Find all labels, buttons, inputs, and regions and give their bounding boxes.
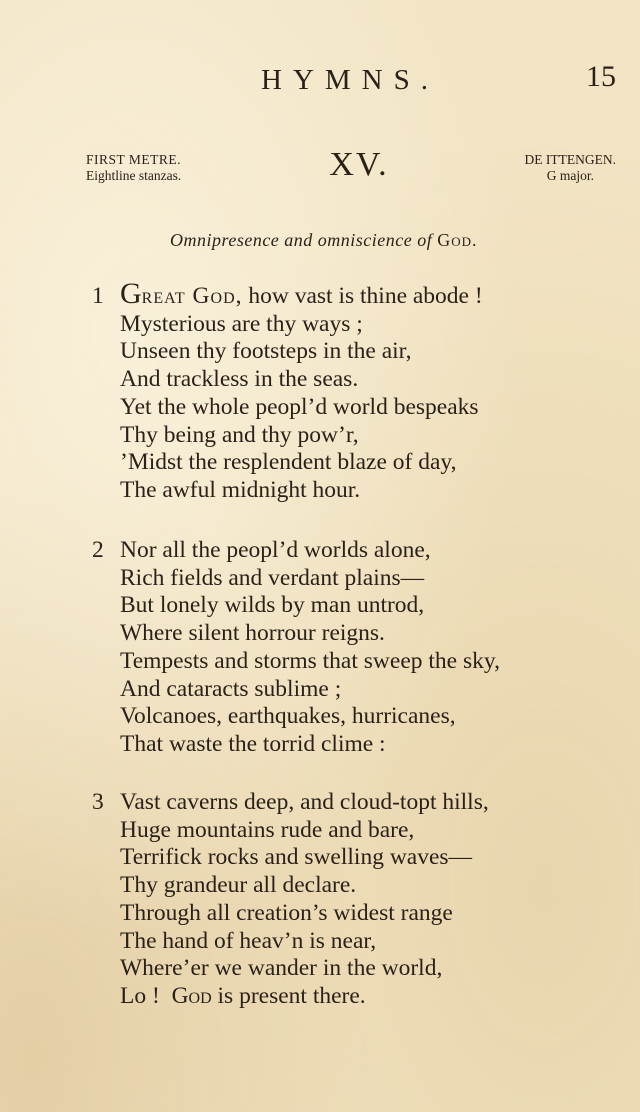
hymn-header [0,148,640,192]
verse-line: Thy grandeur all declare. [120,872,357,899]
stanza-form-label: Eightline stanzas. [86,168,182,183]
tune-key: G major. [546,168,594,183]
opening-small-caps: reat God, [141,283,243,309]
verse-line: And trackless in the seas. [120,366,359,393]
stanza-lines [120,789,489,1011]
verse-line: Nor all the peopl’d worlds alone, [120,537,431,563]
verse-line: The hand of heav’n is near, [120,927,377,954]
verse-line: Through all creation’s widest range [120,899,453,926]
hymn-subject [170,230,478,251]
verse-line: Where’er we wander in the world, [120,955,443,982]
verse-line: Mysterious are thy ways ; [120,310,363,337]
stanza-lines [120,537,500,759]
running-head [0,60,640,104]
verse-line: Thy being and thy pow’r, [120,421,359,448]
metre-label: FIRST METRE. [86,152,182,167]
verse-line: The awful midnight hour. [120,476,361,503]
stanza-first-line [120,277,483,311]
verse-line: But lonely wilds by man untrod, [120,592,425,619]
tune-name: DE ITTENGEN. [524,152,616,167]
verse-line: Terrifick rocks and swelling waves— [120,844,473,871]
drop-initial: G [120,277,142,310]
subject-word: God. [437,230,478,250]
verse-line: That waste the torrid clime : [120,730,386,757]
running-title: HYMNS. [261,64,439,96]
last-line-start: Lo ! [120,982,172,1009]
subject-text: Omnipresence and omniscience of [170,230,433,250]
verse-line: And cataracts sublime ; [120,675,342,702]
verse-line: Vast caverns deep, and cloud-topt hills, [120,789,489,815]
verse-line: Volcanoes, earthquakes, hurricanes, [120,703,456,730]
last-line-end: is present there. [211,982,366,1009]
stanza-number: 1 [92,283,104,309]
page-number: 15 [586,60,616,93]
stanza-number: 2 [92,537,104,563]
verse-line: Unseen thy footsteps in the air, [120,338,412,365]
verse-line: Rich fields and verdant plains— [120,564,425,591]
first-line-rest: how vast is thine abode ! [242,283,483,309]
verse-last-line [120,983,489,1011]
tune-info [525,152,616,184]
verse-line: Tempests and storms that sweep the sky, [120,647,500,674]
stanza-number: 3 [92,789,104,815]
hymn-number: XV. [329,146,389,183]
stanza-lines [120,277,483,505]
verse-line: Yet the whole peopl’d world bespeaks [120,393,479,420]
verse-line: Huge mountains rude and bare, [120,816,415,843]
verse-line: Where silent horrour reigns. [120,620,385,647]
verse-line: ’Midst the resplendent blaze of day, [120,449,457,476]
last-line-small-caps: God [171,982,212,1009]
